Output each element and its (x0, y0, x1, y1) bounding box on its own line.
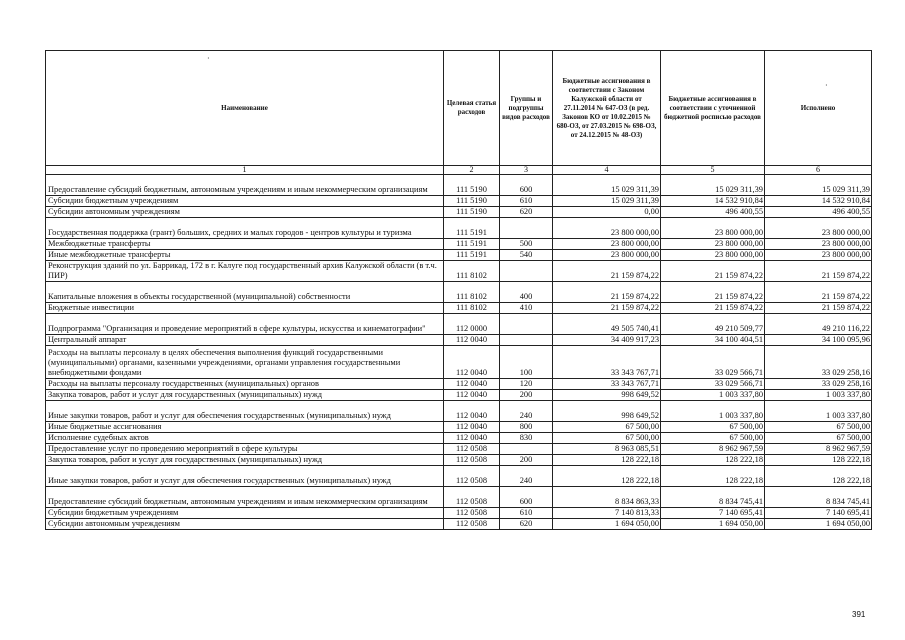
table-row (46, 346, 872, 379)
row-refined-amount: 21 159 874,22 (661, 303, 765, 314)
header-target-article: Целевая статья расходов (444, 51, 500, 166)
table-row (46, 444, 872, 455)
table-row (46, 401, 872, 422)
row-executed-amount: 34 100 095,96 (765, 335, 872, 346)
row-executed-amount: 23 800 000,00 (765, 218, 872, 239)
table-row (46, 519, 872, 530)
row-refined-amount: 67 500,00 (661, 433, 765, 444)
row-target-article: 112 0040 (444, 335, 500, 346)
row-name: Капитальные вложения в объекты государственной (муниципальной) собственности (46, 282, 444, 303)
row-law-amount: 67 500,00 (553, 422, 661, 433)
row-target-article: 111 8102 (444, 261, 500, 282)
row-expense-group: 600 (500, 175, 553, 196)
row-name: Межбюджетные трансферты (46, 239, 444, 250)
row-name: Иные закупки товаров, работ и услуг для обеспечения государственных (муниципальных) нужд (46, 466, 444, 487)
row-expense-group: 620 (500, 207, 553, 218)
row-name: Расходы на выплаты персоналу в целях обеспечения выполнения функций государственными (муниципальными) органами, казенными учреждениями, органами управления государственными внебюджетными фондами (46, 346, 444, 379)
row-name: Расходы на выплаты персоналу государственных (муниципальных) органов (46, 379, 444, 390)
page-number: 391 (852, 610, 866, 619)
row-target-article: 112 0000 (444, 314, 500, 335)
row-name: Закупка товаров, работ и услуг для государственных (муниципальных) нужд (46, 390, 444, 401)
row-target-article: 112 0508 (444, 466, 500, 487)
row-law-amount: 21 159 874,22 (553, 282, 661, 303)
row-law-amount: 8 834 863,33 (553, 487, 661, 508)
row-name: Иные закупки товаров, работ и услуг для обеспечения государственных (муниципальных) нужд (46, 401, 444, 422)
row-executed-amount: 496 400,55 (765, 207, 872, 218)
row-target-article: 112 0040 (444, 433, 500, 444)
row-name: Предоставление субсидий бюджетным, автономным учреждениям и иным некоммерческим организациям (46, 175, 444, 196)
row-target-article: 111 5190 (444, 175, 500, 196)
row-refined-amount: 128 222,18 (661, 455, 765, 466)
row-expense-group: 240 (500, 466, 553, 487)
row-name: Иные межбюджетные трансферты (46, 250, 444, 261)
table-row (46, 261, 872, 282)
row-executed-amount: 33 029 258,16 (765, 379, 872, 390)
row-target-article: 111 5190 (444, 196, 500, 207)
row-expense-group: 620 (500, 519, 553, 530)
row-refined-amount: 21 159 874,22 (661, 282, 765, 303)
row-refined-amount: 15 029 311,39 (661, 175, 765, 196)
row-law-amount: 23 800 000,00 (553, 250, 661, 261)
row-executed-amount: 21 159 874,22 (765, 282, 872, 303)
row-executed-amount: 21 159 874,22 (765, 261, 872, 282)
header-refined-allocations: Бюджетные ассигнования в соответствии с уточненной бюджетной росписью расходов (661, 51, 765, 166)
row-law-amount: 21 159 874,22 (553, 261, 661, 282)
row-expense-group: 540 (500, 250, 553, 261)
row-target-article: 111 8102 (444, 303, 500, 314)
table-row (46, 455, 872, 466)
table-header (46, 51, 872, 175)
row-refined-amount: 1 003 337,80 (661, 390, 765, 401)
row-target-article: 112 0508 (444, 487, 500, 508)
column-number: 3 (500, 166, 553, 175)
row-expense-group: 400 (500, 282, 553, 303)
table-row (46, 466, 872, 487)
row-target-article: 112 0508 (444, 519, 500, 530)
row-refined-amount: 128 222,18 (661, 466, 765, 487)
table-row (46, 175, 872, 196)
row-target-article: 112 0040 (444, 390, 500, 401)
row-target-article: 112 0040 (444, 346, 500, 379)
row-law-amount: 128 222,18 (553, 466, 661, 487)
row-executed-amount: 128 222,18 (765, 455, 872, 466)
row-law-amount: 8 963 085,51 (553, 444, 661, 455)
row-refined-amount: 8 962 967,59 (661, 444, 765, 455)
row-expense-group (500, 335, 553, 346)
row-target-article: 111 5191 (444, 218, 500, 239)
row-name: Предоставление услуг по проведению мероприятий в сфере культуры (46, 444, 444, 455)
row-law-amount: 998 649,52 (553, 401, 661, 422)
row-target-article: 112 0508 (444, 455, 500, 466)
row-refined-amount: 23 800 000,00 (661, 250, 765, 261)
row-executed-amount: 1 003 337,80 (765, 401, 872, 422)
table-row (46, 303, 872, 314)
row-refined-amount: 49 210 509,77 (661, 314, 765, 335)
table-row (46, 196, 872, 207)
scan-dot: · (825, 81, 828, 90)
row-executed-amount: 1 694 050,00 (765, 519, 872, 530)
row-executed-amount: 23 800 000,00 (765, 250, 872, 261)
row-name: Реконструкция зданий по ул. Баррикад, 172 в г. Калуге под государственный архив Калужской области (в т.ч. ПИР) (46, 261, 444, 282)
row-target-article: 112 0508 (444, 444, 500, 455)
row-law-amount: 15 029 311,39 (553, 175, 661, 196)
row-expense-group (500, 261, 553, 282)
row-target-article: 112 0508 (444, 508, 500, 519)
row-refined-amount: 8 834 745,41 (661, 487, 765, 508)
row-executed-amount: 7 140 695,41 (765, 508, 872, 519)
table-row (46, 487, 872, 508)
row-law-amount: 1 694 050,00 (553, 519, 661, 530)
row-executed-amount: 67 500,00 (765, 422, 872, 433)
row-executed-amount: 1 003 337,80 (765, 390, 872, 401)
row-expense-group: 120 (500, 379, 553, 390)
row-refined-amount: 34 100 404,51 (661, 335, 765, 346)
row-law-amount: 23 800 000,00 (553, 239, 661, 250)
row-name: Иные бюджетные ассигнования (46, 422, 444, 433)
row-law-amount: 15 029 311,39 (553, 196, 661, 207)
row-name: Центральный аппарат (46, 335, 444, 346)
row-law-amount: 998 649,52 (553, 390, 661, 401)
table-row (46, 239, 872, 250)
table-row (46, 390, 872, 401)
row-refined-amount: 67 500,00 (661, 422, 765, 433)
row-target-article: 112 0040 (444, 401, 500, 422)
row-expense-group: 500 (500, 239, 553, 250)
table-row (46, 508, 872, 519)
header-name: Наименование (46, 51, 444, 166)
column-number: 4 (553, 166, 661, 175)
row-refined-amount: 1 694 050,00 (661, 519, 765, 530)
row-name: Субсидии автономным учреждениям (46, 207, 444, 218)
row-law-amount: 7 140 813,33 (553, 508, 661, 519)
row-name: Бюджетные инвестиции (46, 303, 444, 314)
table-row (46, 250, 872, 261)
table-row (46, 207, 872, 218)
row-refined-amount: 1 003 337,80 (661, 401, 765, 422)
row-refined-amount: 33 029 566,71 (661, 346, 765, 379)
row-name: Субсидии автономным учреждениям (46, 519, 444, 530)
row-executed-amount: 8 834 745,41 (765, 487, 872, 508)
row-name: Субсидии бюджетным учреждениям (46, 196, 444, 207)
table-row (46, 379, 872, 390)
header-law-allocations: Бюджетные ассигнования в соответствии с Законом Калужской области от 27.11.2014 № 647-ОЗ (в ред. Законов КО от 10.02.2015 № 680-ОЗ, от 27.03.2015 № 698-ОЗ, от 24.12.2015 № 48-ОЗ) (553, 51, 661, 166)
row-expense-group: 100 (500, 346, 553, 379)
row-law-amount: 34 409 917,23 (553, 335, 661, 346)
row-executed-amount: 8 962 967,59 (765, 444, 872, 455)
row-target-article: 111 5191 (444, 250, 500, 261)
row-law-amount: 67 500,00 (553, 433, 661, 444)
header-executed: Исполнено (765, 51, 872, 166)
row-law-amount: 23 800 000,00 (553, 218, 661, 239)
column-number-row (46, 166, 872, 175)
row-name: Подпрограмма "Организация и проведение мероприятий в сфере культуры, искусства и кинематографии" (46, 314, 444, 335)
row-expense-group (500, 444, 553, 455)
row-law-amount: 0,00 (553, 207, 661, 218)
row-name: Предоставление субсидий бюджетным, автономным учреждениям и иным некоммерческим организациям (46, 487, 444, 508)
row-target-article: 111 8102 (444, 282, 500, 303)
row-executed-amount: 23 800 000,00 (765, 239, 872, 250)
row-refined-amount: 23 800 000,00 (661, 218, 765, 239)
table-row (46, 422, 872, 433)
row-law-amount: 49 505 740,41 (553, 314, 661, 335)
row-target-article: 112 0040 (444, 379, 500, 390)
row-expense-group: 240 (500, 401, 553, 422)
row-name: Закупка товаров, работ и услуг для государственных (муниципальных) нужд (46, 455, 444, 466)
column-number: 1 (46, 166, 444, 175)
header-expense-groups: Группы и подгруппы видов расходов (500, 51, 553, 166)
budget-table (45, 50, 872, 530)
row-expense-group (500, 218, 553, 239)
row-target-article: 111 5190 (444, 207, 500, 218)
row-executed-amount: 33 029 258,16 (765, 346, 872, 379)
row-refined-amount: 14 532 910,84 (661, 196, 765, 207)
row-expense-group: 610 (500, 508, 553, 519)
row-expense-group: 200 (500, 390, 553, 401)
row-law-amount: 33 343 767,71 (553, 346, 661, 379)
column-number: 6 (765, 166, 872, 175)
row-refined-amount: 23 800 000,00 (661, 239, 765, 250)
row-name: Государственная поддержка (грант) больших, средних и малых городов - центров культуры и туризма (46, 218, 444, 239)
row-executed-amount: 49 210 116,22 (765, 314, 872, 335)
table-row (46, 335, 872, 346)
row-executed-amount: 67 500,00 (765, 433, 872, 444)
row-refined-amount: 33 029 566,71 (661, 379, 765, 390)
row-refined-amount: 7 140 695,41 (661, 508, 765, 519)
row-expense-group: 600 (500, 487, 553, 508)
column-number: 5 (661, 166, 765, 175)
row-expense-group (500, 314, 553, 335)
row-name: Исполнение судебных актов (46, 433, 444, 444)
row-expense-group: 830 (500, 433, 553, 444)
row-refined-amount: 496 400,55 (661, 207, 765, 218)
row-executed-amount: 14 532 910,84 (765, 196, 872, 207)
row-executed-amount: 15 029 311,39 (765, 175, 872, 196)
table-row (46, 282, 872, 303)
row-expense-group: 410 (500, 303, 553, 314)
row-law-amount: 21 159 874,22 (553, 303, 661, 314)
row-expense-group: 200 (500, 455, 553, 466)
row-target-article: 111 5191 (444, 239, 500, 250)
scan-dot: · (207, 54, 210, 63)
row-refined-amount: 21 159 874,22 (661, 261, 765, 282)
row-name: Субсидии бюджетным учреждениям (46, 508, 444, 519)
row-expense-group: 610 (500, 196, 553, 207)
row-target-article: 112 0040 (444, 422, 500, 433)
budget-sheet (45, 50, 871, 530)
table-row (46, 218, 872, 239)
row-expense-group: 800 (500, 422, 553, 433)
table-row (46, 433, 872, 444)
row-executed-amount: 128 222,18 (765, 466, 872, 487)
table-body (46, 175, 872, 530)
column-number: 2 (444, 166, 500, 175)
table-row (46, 314, 872, 335)
row-law-amount: 33 343 767,71 (553, 379, 661, 390)
row-executed-amount: 21 159 874,22 (765, 303, 872, 314)
row-law-amount: 128 222,18 (553, 455, 661, 466)
